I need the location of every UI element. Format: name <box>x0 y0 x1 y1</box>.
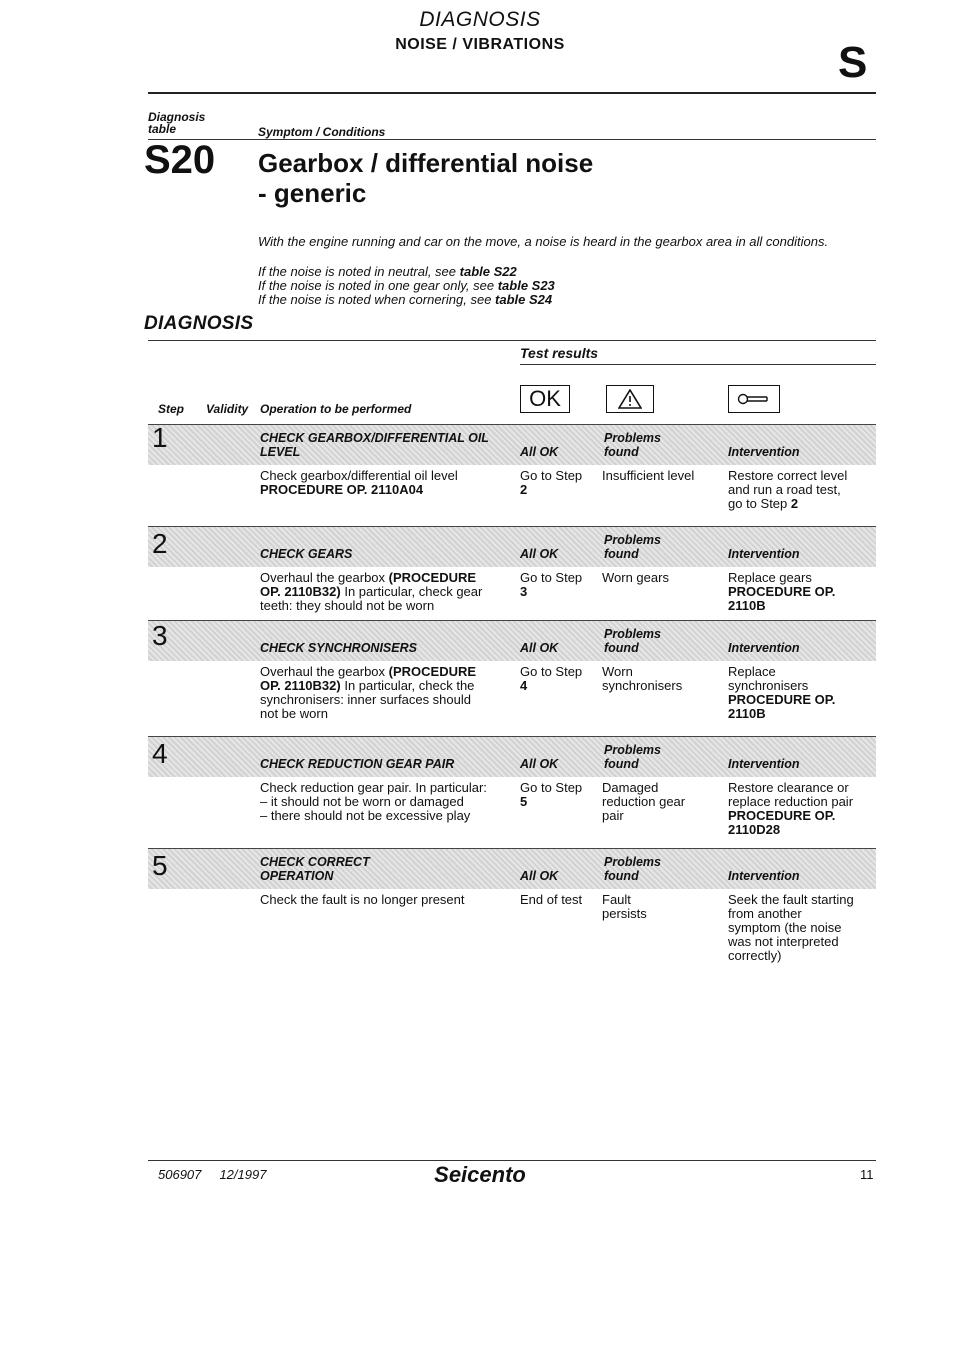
step-1-remedy <box>728 469 847 511</box>
step-4-ok-line1: Go to Step <box>520 780 583 795</box>
warning-triangle-icon <box>606 385 654 413</box>
step-1-intervention: Intervention <box>728 445 800 459</box>
step-1-int-line1: Restore correct level <box>728 468 848 483</box>
step-1-int-line3-text: go to Step <box>728 496 791 511</box>
step-4-problems <box>604 743 661 771</box>
step-4-prob-line3: pair <box>602 808 624 823</box>
intro-main: With the engine running and car on the move, a noise is heard in the gearbox area in all conditions. <box>258 234 829 249</box>
step-4-problem <box>602 781 685 823</box>
table-header-rule <box>148 139 876 140</box>
page-title-line1: Gearbox / differential noise <box>258 148 594 178</box>
step-2-int-line1: Replace gears <box>728 570 812 585</box>
step-3-number: 3 <box>152 620 168 651</box>
step-5-check-line2: OPERATION <box>260 869 334 883</box>
step-1-number: 1 <box>152 422 168 453</box>
step-2-problems <box>604 533 661 561</box>
step-4-ok-result <box>520 781 582 809</box>
step-2-all-ok: All OK <box>520 547 559 561</box>
step-4-remedy <box>728 781 853 837</box>
step-1-ok-line2: 2 <box>520 482 528 497</box>
step-2-int-line2: PROCEDURE OP. <box>728 584 836 599</box>
step-4-number: 4 <box>152 738 168 769</box>
step-2-operation <box>260 571 482 613</box>
page-number: 11 <box>860 1167 874 1182</box>
wrench-icon <box>728 385 780 413</box>
step-3-check: CHECK SYNCHRONISERS <box>260 641 417 655</box>
step-3-ok-line1: Go to Step <box>520 664 583 679</box>
step-1-operation <box>260 469 458 497</box>
step-3-prob-line1: Worn <box>602 664 633 679</box>
step-3-op-line3: synchronisers: inner surfaces should <box>260 692 471 707</box>
step-3-operation <box>260 665 476 721</box>
symptom-conditions-label: Symptom / Conditions <box>258 125 386 139</box>
page-title-line2: - generic <box>258 178 367 208</box>
step-4-op-line1: Check reduction gear pair. In particular: <box>260 780 487 795</box>
diagnosis-rule <box>148 340 876 341</box>
step-5-prob-line1: Fault <box>602 892 631 907</box>
step-5-all-ok: All OK <box>520 869 559 883</box>
step-5-problem <box>602 893 647 921</box>
step-5-int-line4: was not interpreted <box>728 934 839 949</box>
step-4-check: CHECK REDUCTION GEAR PAIR <box>260 757 455 771</box>
header-subtitle: NOISE / VIBRATIONS <box>395 36 565 53</box>
step-2-problem: Worn gears <box>602 570 669 585</box>
step-3-int-line3: PROCEDURE OP. <box>728 692 836 707</box>
step-4-op-line2: – it should not be worn or damaged <box>260 794 464 809</box>
step-3-int-line1: Replace <box>728 664 776 679</box>
step-1-problems-line1: Problems <box>604 431 661 445</box>
step-2-op-line1-bold: (PROCEDURE <box>388 570 477 585</box>
ok-icon-text: OK <box>529 386 561 411</box>
step-1-problem: Insufficient level <box>602 468 695 483</box>
step-4-intervention: Intervention <box>728 757 800 771</box>
step-1-int-line3-bold: 2 <box>790 496 799 511</box>
step-3-prob-line2: synchronisers <box>602 678 683 693</box>
step-4-problems-line2: found <box>604 757 639 771</box>
step-3-remedy <box>728 665 835 721</box>
step-2-ok-result <box>520 571 582 599</box>
step-3-int-line4: 2110B <box>728 706 766 721</box>
footer-rule <box>148 1160 876 1161</box>
step-3-int-line2: synchronisers <box>728 678 809 693</box>
diagnosis-table-label <box>148 111 205 135</box>
step-5-problems-line1: Problems <box>604 855 661 869</box>
step-5-int-line1: Seek the fault starting <box>728 892 854 907</box>
col-step: Step <box>158 402 185 416</box>
step-2-check: CHECK GEARS <box>260 547 353 561</box>
step-5-check <box>260 855 370 883</box>
step-2-problems-line2: found <box>604 547 639 561</box>
step-2-intervention: Intervention <box>728 547 800 561</box>
intro-line2-text: If the noise is noted in one gear only, see <box>258 278 498 293</box>
step-1-op-line1: Check gearbox/differential oil level <box>260 468 458 483</box>
header-title: DIAGNOSIS <box>419 8 541 31</box>
step-2-op-line2-bold: OP. 2110B32) <box>260 584 341 599</box>
test-results-label: Test results <box>520 345 599 361</box>
step-3-op-line1-text: Overhaul the gearbox <box>260 664 389 679</box>
step-3-intervention: Intervention <box>728 641 800 655</box>
step-4-operation <box>260 781 487 823</box>
step-2-op-line1-text: Overhaul the gearbox <box>260 570 389 585</box>
step-3-op-line2-text: In particular, check the <box>340 678 475 693</box>
step-2-ok-line2: 3 <box>520 584 528 599</box>
step-4-int-line1: Restore clearance or <box>728 780 849 795</box>
step-1-all-ok: All OK <box>520 445 559 459</box>
step-4-prob-line1: Damaged <box>602 780 659 795</box>
footer-date: 12/1997 <box>219 1167 267 1182</box>
step-3-problems-line1: Problems <box>604 627 661 641</box>
step-1-problems-line2: found <box>604 445 639 459</box>
step-5-number: 5 <box>152 850 168 881</box>
step-2-remedy <box>728 571 835 613</box>
intro-line2 <box>258 279 878 293</box>
step-1-check <box>260 431 489 459</box>
brand-logo: Seicento <box>434 1162 526 1187</box>
step-5-operation: Check the fault is no longer present <box>260 892 465 907</box>
step-5-prob-line2: persists <box>602 906 647 921</box>
footer-code: 506907 <box>158 1167 202 1182</box>
diagnosis-heading: DIAGNOSIS <box>144 313 254 334</box>
step-1-ok-line1: Go to Step <box>520 468 583 483</box>
step-5-problems <box>604 855 661 883</box>
step-2-op-line3: teeth: they should not be worn <box>260 598 435 613</box>
step-4-op-line3: – there should not be excessive play <box>260 808 471 823</box>
step-1-check-line2: LEVEL <box>260 445 301 459</box>
step-3-problems <box>604 627 661 655</box>
step-1-ok-result <box>520 469 582 497</box>
header-rule <box>148 92 876 94</box>
step-3-ok-line2: 4 <box>520 678 528 693</box>
step-5-int-line5: correctly) <box>728 948 782 963</box>
step-2-problems-line1: Problems <box>604 533 661 547</box>
step-3-ok-result <box>520 665 582 693</box>
step-4-int-line2: replace reduction pair <box>728 794 854 809</box>
step-5-int-line3: symptom (the noise <box>728 920 842 935</box>
step-1-check-line1: CHECK GEARBOX/DIFFERENTIAL OIL <box>260 431 489 445</box>
step-5-problems-line2: found <box>604 869 639 883</box>
col-operation: Operation to be performed <box>260 402 412 416</box>
step-3-op-line4: not be worn <box>260 706 328 721</box>
step-4-problems-line1: Problems <box>604 743 661 757</box>
step-1-op-line2: PROCEDURE OP. 2110A04 <box>260 482 424 497</box>
intro-line3-text: If the noise is noted when cornering, see <box>258 292 496 307</box>
intro-text <box>258 235 878 307</box>
step-2-op-line2-text: In particular, check gear <box>340 584 483 599</box>
step-4-int-line3: PROCEDURE OP. <box>728 808 836 823</box>
step-3-all-ok: All OK <box>520 641 559 655</box>
step-1-problems <box>604 431 661 459</box>
ok-icon <box>520 385 570 413</box>
page-title <box>258 148 593 208</box>
step-2-int-line3: 2110B <box>728 598 766 613</box>
intro-line3-ref: table S24 <box>495 292 553 307</box>
step-3-op-line2-bold: OP. 2110B32) <box>260 678 341 693</box>
table-code: S20 <box>144 138 216 182</box>
step-5-int-line2: from another <box>728 906 802 921</box>
intro-line3 <box>258 293 878 307</box>
step-4-int-line4: 2110D28 <box>728 822 781 837</box>
step-1-int-line2: and run a road test, <box>728 482 841 497</box>
step-3-problem <box>602 665 682 693</box>
step-4-ok-line2: 5 <box>520 794 528 809</box>
step-5-remedy <box>728 893 854 963</box>
intro-line2-ref: table S23 <box>497 278 555 293</box>
step-2-number: 2 <box>152 528 168 559</box>
step-4-all-ok: All OK <box>520 757 559 771</box>
intro-line1-text: If the noise is noted in neutral, see <box>258 264 460 279</box>
step-5-ok-result: End of test <box>520 892 583 907</box>
intro-line1 <box>258 265 878 279</box>
intro-line1-ref: table S22 <box>459 264 517 279</box>
step-4-prob-line2: reduction gear <box>602 794 686 809</box>
step-3-op-line1-bold: (PROCEDURE <box>388 664 477 679</box>
col-validity: Validity <box>206 402 249 416</box>
test-results-rule <box>520 364 876 365</box>
step-5-check-line1: CHECK CORRECT <box>260 855 370 869</box>
diagnosis-label-line2: table <box>148 122 177 136</box>
section-letter: S <box>838 38 868 87</box>
step-2-ok-line1: Go to Step <box>520 570 583 585</box>
step-5-intervention: Intervention <box>728 869 800 883</box>
diagnosis-label-line1: Diagnosis <box>148 110 206 124</box>
step-3-problems-line2: found <box>604 641 639 655</box>
